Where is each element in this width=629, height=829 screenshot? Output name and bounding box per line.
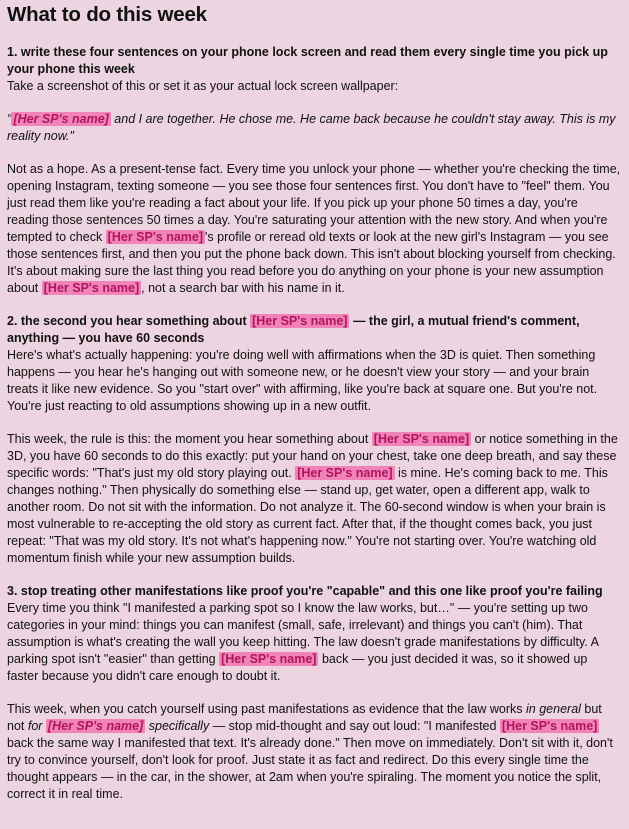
section-3-heading: 3. stop treating other manifestations like proof you're "capable" and this one like proof you're failing: [7, 584, 603, 598]
s3-p2-part-4: back the same way I manifested that text. It's already done." Then move on immediately. Don't sit with it, don't try to convince yourself, don't look for proof. Just state it as fact and redirect. Do this every single time the thought appears — in the car, in the shower, at 2am when you're spiraling. The moment you notice the split, correct it in real time.: [7, 736, 613, 801]
sp-name-highlight: [Her SP's name]: [373, 432, 470, 446]
section-1: [7, 44, 621, 297]
s3-italic-specifically: specifically: [145, 719, 210, 733]
s3-p2-part-2: but not: [7, 702, 602, 733]
s2-heading-part-2: — the girl, a mutual friend's comment, anything — you have 60 seconds: [7, 314, 580, 345]
sp-name-highlight: [Her SP's name]: [13, 112, 109, 126]
section-2-paragraph-2: [7, 431, 621, 567]
sp-name-highlight: [Her SP's name]: [43, 281, 140, 295]
section-3: [7, 583, 621, 803]
sp-name-highlight: [Her SP's name]: [501, 719, 598, 733]
s1-body-part-2: 's profile or reread old texts or look at the new girl's Instagram — you see those sentences first, and then you put the phone back down. This isn't about blocking yourself from checking. It's about making sure the last thing you read before you do anything on your phone is your new assumption about: [7, 230, 616, 295]
s1-body-part-1: Not as a hope. As a present-tense fact. Every time you unlock your phone — whether you're checking the time, opening Instagram, texting someone — you see those four sentences first. You don't have to "feel" them. You just read them like you're reading a fact about your life. If you pick up your phone 50 times a day, you're reading those sentences 50 times a day. You're saturating your attention with the new story. And when you're tempted to check: [7, 162, 621, 244]
s3-p2-part-1: This week, when you catch yourself using past manifestations as evidence that the law works: [7, 702, 527, 716]
lock-screen-quote: [7, 111, 621, 145]
s3-p2-part-3: — stop mid-thought and say out loud: "I manifested: [209, 719, 500, 733]
section-2: [7, 313, 621, 567]
s2-heading-part-1: 2. the second you hear something about: [7, 314, 251, 328]
quote-rest: and I are together. He chose me. He came back because he couldn't stay away. This is my reality now.": [7, 112, 616, 143]
s2-p2-part-1: This week, the rule is this: the moment you hear something about: [7, 432, 372, 446]
quote-open: ": [7, 112, 12, 126]
page-title: What to do this week: [7, 3, 207, 26]
sp-name-highlight: [Her SP's name]: [107, 230, 204, 244]
s2-p2-part-3: is mine. He's coming back to me. This changes nothing." Then physically do something else — stand up, get water, open a different app, walk to another room. Do not sit with the information. Do not analyze it. The 60-second window is when your brain is most vulnerable to re-accepting the old story as current fact. After that, if the thought comes back, you just repeat: "That was my old story. It's not what's happening now." You're not starting over. You're watching old momentum finish while your new assumption builds.: [7, 466, 608, 565]
s2-p2-part-2: or notice something in the 3D, you have 60 seconds to do this exactly: put your hand on your chest, take one deep breath, and say these specific words: "That's just my old story playing out.: [7, 432, 618, 480]
sp-name-highlight: [Her SP's name]: [47, 719, 144, 733]
s3-italic-for: for: [27, 719, 46, 733]
sp-name-highlight: [Her SP's name]: [297, 466, 393, 480]
section-2-paragraph-1: Here's what's actually happening: you're doing well with affirmations when the 3D is quiet. Then something happens — you hear he's hanging out with someone new, or he doesn't view your story — and your brain treats it like new evidence. So you "start over" with affirming, like you're back at square one. But you're not. You're just reacting to old assumptions showing up in a new outfit.: [7, 348, 598, 413]
section-3-paragraph-2: [7, 701, 621, 803]
section-1-intro: Take a screenshot of this or set it as your actual lock screen wallpaper:: [7, 79, 399, 93]
s3-italic-in-general: in general: [526, 702, 581, 716]
s1-body-part-3: , not a search bar with his name in it.: [141, 281, 345, 295]
section-1-heading: 1. write these four sentences on your phone lock screen and read them every single time you pick up your phone this week: [7, 45, 608, 76]
section-1-body: [7, 161, 621, 297]
section-3-paragraph-1: [7, 600, 621, 685]
s3-p1-part-1: Every time you think "I manifested a parking spot so I know the law works, but…" — you're setting up two categories in your mind: things you can manifest (small, safe, irrelevant) and things you can't (him). That assumption is what's creating the wall you keep hitting. The law doesn't grade manifestations by difficulty. A parking spot isn't "easier" than getting: [7, 601, 599, 666]
s3-p1-part-2: back — you just decided it was, so it showed up faster because you didn't care enough to doubt it.: [7, 652, 588, 683]
section-2-heading: [7, 313, 621, 347]
s3-italic-for-name-specifically: [28, 719, 209, 733]
sp-name-highlight: [Her SP's name]: [252, 314, 348, 328]
sp-name-highlight: [Her SP's name]: [221, 652, 317, 666]
